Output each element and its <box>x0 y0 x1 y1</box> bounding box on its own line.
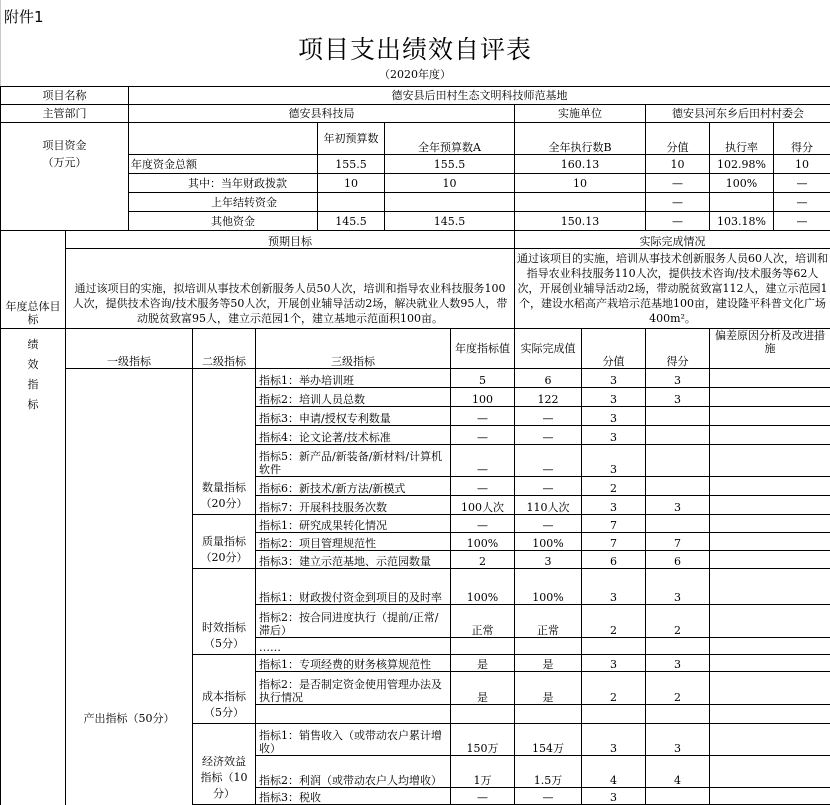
indicator-value[interactable]: 2 <box>582 477 646 496</box>
indicator-value[interactable]: 2 <box>582 605 646 638</box>
impl-unit-label: 实施单位 <box>515 105 646 123</box>
funds-cell[interactable]: — <box>774 193 830 212</box>
indicator-value[interactable]: 3 <box>582 426 646 445</box>
level2-group-label: 成本指标（5分） <box>193 655 256 724</box>
level2-group-label: 时效指标（5分） <box>193 569 256 655</box>
indicator-name[interactable]: 指标1：专项经费的财务核算规范性 <box>256 655 451 672</box>
indicator-value[interactable]: 3 <box>582 496 646 515</box>
indicator-name[interactable]: 指标3：税收 <box>256 788 451 805</box>
annex-label: 附件1 <box>4 6 44 27</box>
indicator-name[interactable]: 指标1：财政拨付资金到项目的及时率 <box>256 569 451 605</box>
indicator-target[interactable]: — <box>451 477 515 496</box>
level2-group-label: 经济效益指标（10分） <box>193 724 256 805</box>
actual-result-text[interactable]: 通过该项目的实施，培训从事技术创新服务人员60人次，培训和指导农业科技服务110人次，提供技术咨询/技术服务等62人次，开展创业辅导活动2场，带动脱贫致富112人，建立示范园1个，建设水稻高产栽培示范基地100亩，建设隆平科普文化广场400m²。 <box>515 249 830 329</box>
indicator-name[interactable]: 指标2：按合同进度执行（提前/正常/滞后） <box>256 605 451 638</box>
indicator-value[interactable] <box>582 705 646 724</box>
project-name-label: 项目名称 <box>1 87 129 105</box>
indicator-target[interactable]: — <box>451 407 515 426</box>
indicator-reason[interactable] <box>710 756 830 788</box>
indicator-score[interactable] <box>646 445 710 477</box>
indicator-score[interactable]: 3 <box>646 496 710 515</box>
indicator-reason[interactable] <box>710 426 830 445</box>
funds-cell[interactable] <box>385 193 515 212</box>
indicator-actual[interactable]: 154万 <box>515 724 582 756</box>
indicator-value[interactable]: 7 <box>582 533 646 551</box>
perf-side-char: 标 <box>3 395 63 415</box>
level2-group-label: 质量指标（20分） <box>193 515 256 569</box>
perf-header-level3: 三级指标 <box>256 329 451 369</box>
funds-row-label: 其中：当年财政拨款 <box>129 174 318 193</box>
funds-cell[interactable]: — <box>646 212 710 231</box>
perf-header-reason: 偏差原因分析及改进措施 <box>710 329 830 369</box>
funds-unit: （万元） <box>3 156 126 169</box>
indicator-reason[interactable] <box>710 724 830 756</box>
indicator-actual[interactable]: 是 <box>515 672 582 705</box>
indicator-target[interactable] <box>451 638 515 655</box>
indicator-name[interactable]: 指标6：新技术/新方法/新模式 <box>256 477 451 496</box>
perf-header-actual: 实际完成值 <box>515 329 582 369</box>
funds-cell[interactable]: 100% <box>710 174 774 193</box>
indicator-target[interactable]: — <box>451 788 515 805</box>
indicator-target[interactable]: 100% <box>451 533 515 551</box>
indicator-value[interactable]: 3 <box>582 445 646 477</box>
indicator-name[interactable]: 指标2：是否制定资金使用管理办法及执行情况 <box>256 672 451 705</box>
page-title: 项目支出绩效自评表 <box>0 30 830 66</box>
indicator-actual[interactable]: 3 <box>515 551 582 569</box>
header-annual-budget: 全年预算数A <box>385 123 515 155</box>
year-label: （2020年度） <box>0 66 830 82</box>
indicator-reason[interactable] <box>710 705 830 724</box>
header-score-value: 分值 <box>646 123 710 155</box>
indicator-value[interactable]: 3 <box>582 788 646 805</box>
indicator-value[interactable]: 3 <box>582 569 646 605</box>
funds-cell[interactable]: 102.98% <box>710 155 774 174</box>
indicator-value[interactable] <box>582 638 646 655</box>
indicator-target[interactable]: — <box>451 445 515 477</box>
indicator-name[interactable]: 指标2：项目管理规范性 <box>256 533 451 551</box>
indicator-score[interactable]: 2 <box>646 672 710 705</box>
indicator-reason[interactable] <box>710 407 830 426</box>
indicator-actual[interactable]: 6 <box>515 369 582 388</box>
perf-header-level2: 二级指标 <box>193 329 256 369</box>
funds-cell[interactable]: 155.5 <box>318 155 385 174</box>
funds-cell[interactable]: 160.13 <box>515 155 646 174</box>
indicator-name[interactable]: …… <box>256 638 451 655</box>
dept-label: 主管部门 <box>1 105 129 123</box>
indicator-name[interactable]: 指标3：申请/授权专利数量 <box>256 407 451 426</box>
indicator-actual[interactable]: 100% <box>515 569 582 605</box>
indicator-target[interactable] <box>451 705 515 724</box>
indicator-actual[interactable]: 122 <box>515 388 582 407</box>
header-annual-exec: 全年执行数B <box>515 123 646 155</box>
funds-cell[interactable]: 145.5 <box>318 212 385 231</box>
indicator-value[interactable]: 3 <box>582 407 646 426</box>
indicator-value[interactable]: 7 <box>582 515 646 533</box>
indicator-name[interactable]: 指标4：论文论著/技术标准 <box>256 426 451 445</box>
funds-row-label: 其他资金 <box>129 212 318 231</box>
indicator-target[interactable]: 1万 <box>451 756 515 788</box>
indicator-target[interactable]: 5 <box>451 369 515 388</box>
indicator-score[interactable] <box>646 788 710 805</box>
perf-header-score: 得分 <box>646 329 710 369</box>
funds-cell[interactable]: — <box>774 212 830 231</box>
funds-cell[interactable] <box>515 193 646 212</box>
perf-header-value: 分值 <box>582 329 646 369</box>
header-exec-rate: 执行率 <box>710 123 774 155</box>
indicator-score[interactable] <box>646 515 710 533</box>
indicator-reason[interactable] <box>710 672 830 705</box>
indicator-target[interactable]: 是 <box>451 655 515 672</box>
funds-cell[interactable]: 10 <box>318 174 385 193</box>
indicator-name[interactable]: 指标5：新产品/新装备/新材料/计算机软件 <box>256 445 451 477</box>
indicator-reason[interactable] <box>710 569 830 605</box>
indicator-name[interactable]: 指标1：举办培训班 <box>256 369 451 388</box>
indicator-target[interactable]: — <box>451 426 515 445</box>
indicator-value[interactable]: 4 <box>582 756 646 788</box>
indicator-score[interactable] <box>646 426 710 445</box>
indicator-score[interactable] <box>646 477 710 496</box>
funds-header-blank <box>129 123 318 155</box>
indicator-actual[interactable] <box>515 705 582 724</box>
indicator-name[interactable]: 指标2：利润（或带动农户人均增收） <box>256 756 451 788</box>
indicator-score[interactable]: 3 <box>646 388 710 407</box>
indicator-reason[interactable] <box>710 605 830 638</box>
indicator-value[interactable]: 2 <box>582 672 646 705</box>
indicator-actual[interactable]: — <box>515 426 582 445</box>
indicator-score[interactable]: 3 <box>646 369 710 388</box>
indicator-value[interactable]: 3 <box>582 388 646 407</box>
indicator-score[interactable]: 3 <box>646 724 710 756</box>
indicator-target[interactable]: 是 <box>451 672 515 705</box>
indicator-score[interactable]: 7 <box>646 533 710 551</box>
indicator-actual[interactable]: 100% <box>515 533 582 551</box>
indicator-actual[interactable]: 是 <box>515 655 582 672</box>
indicator-value[interactable]: 3 <box>582 724 646 756</box>
funds-row-label: 上年结转资金 <box>129 193 318 212</box>
project-name-value[interactable]: 德安县后田村生态文明科技师范基地 <box>129 87 830 105</box>
perf-header-target: 年度指标值 <box>451 329 515 369</box>
indicator-name[interactable]: 指标7：开展科技服务次数 <box>256 496 451 515</box>
perf-header-level1: 一级指标 <box>66 329 193 369</box>
indicator-value[interactable]: 6 <box>582 551 646 569</box>
funds-cell[interactable] <box>318 193 385 212</box>
indicator-reason[interactable] <box>710 655 830 672</box>
funds-cell[interactable]: 150.13 <box>515 212 646 231</box>
indicator-name[interactable]: 指标1：销售收入（或带动农户累计增收） <box>256 724 451 756</box>
indicator-target[interactable]: 100人次 <box>451 496 515 515</box>
indicator-actual[interactable]: — <box>515 515 582 533</box>
dept-value[interactable]: 德安县科技局 <box>129 105 515 123</box>
indicator-actual[interactable]: — <box>515 445 582 477</box>
indicator-score[interactable] <box>646 705 710 724</box>
indicator-target[interactable]: — <box>451 515 515 533</box>
indicator-target[interactable]: 150万 <box>451 724 515 756</box>
funds-cell[interactable]: 155.5 <box>385 155 515 174</box>
indicator-target[interactable]: 100% <box>451 569 515 605</box>
indicator-actual[interactable]: — <box>515 788 582 805</box>
indicator-score[interactable]: 4 <box>646 756 710 788</box>
indicator-name[interactable]: 指标2：培训人员总数 <box>256 388 451 407</box>
indicator-reason[interactable] <box>710 445 830 477</box>
indicator-reason[interactable] <box>710 477 830 496</box>
level2-group-label: 数量指标（20分） <box>193 369 256 515</box>
funds-cell[interactable]: — <box>646 193 710 212</box>
perf-side-char: 绩 <box>3 335 63 355</box>
perf-side-char: 效 <box>3 355 63 375</box>
indicator-target[interactable]: 100 <box>451 388 515 407</box>
header-score: 得分 <box>774 123 830 155</box>
indicator-value[interactable]: 3 <box>582 655 646 672</box>
funds-cell[interactable]: 10 <box>774 155 830 174</box>
indicator-target[interactable]: 2 <box>451 551 515 569</box>
indicator-score[interactable] <box>646 638 710 655</box>
expected-goal-header: 预期目标 <box>66 231 515 249</box>
indicator-actual[interactable]: 110人次 <box>515 496 582 515</box>
funds-cell[interactable]: — <box>646 174 710 193</box>
funds-label: 项目资金 <box>3 139 126 152</box>
funds-cell[interactable]: 10 <box>646 155 710 174</box>
perf-side-label <box>1 329 66 805</box>
funds-cell[interactable]: 10 <box>515 174 646 193</box>
indicator-score[interactable]: 6 <box>646 551 710 569</box>
level1-output-label: 产出指标（50分） <box>66 369 193 805</box>
funds-cell[interactable]: 103.18% <box>710 212 774 231</box>
indicator-actual[interactable]: — <box>515 407 582 426</box>
expected-goal-text[interactable]: 通过该项目的实施，拟培训从事技术创新服务人员50人次，培训和指导农业科技服务100人次，提供技术咨询/技术服务等50人次，开展创业辅导活动2场，解决就业人数95人，带动脱贫致富95人，建立示范园1个，建立基地示范面积100亩。 <box>66 249 515 329</box>
funds-cell[interactable]: — <box>774 174 830 193</box>
funds-cell[interactable]: 145.5 <box>385 212 515 231</box>
indicator-reason[interactable] <box>710 515 830 533</box>
indicator-reason[interactable] <box>710 533 830 551</box>
indicator-reason[interactable] <box>710 369 830 388</box>
indicator-reason[interactable] <box>710 788 830 805</box>
annual-goal-label: 年度总体目标 <box>1 231 66 329</box>
indicator-actual[interactable]: 1.5万 <box>515 756 582 788</box>
indicator-name[interactable]: 指标1：研究成果转化情况 <box>256 515 451 533</box>
indicator-reason[interactable] <box>710 551 830 569</box>
indicator-target[interactable]: 正常 <box>451 605 515 638</box>
indicator-name[interactable] <box>256 705 451 724</box>
indicator-value[interactable]: 3 <box>582 369 646 388</box>
indicator-actual[interactable]: 正常 <box>515 605 582 638</box>
indicator-score[interactable] <box>646 407 710 426</box>
indicator-reason[interactable] <box>710 638 830 655</box>
funds-label-cell <box>1 123 129 231</box>
indicator-reason[interactable] <box>710 388 830 407</box>
funds-cell[interactable] <box>710 193 774 212</box>
impl-unit-value[interactable]: 德安县河东乡后田村村委会 <box>646 105 830 123</box>
actual-result-header: 实际完成情况 <box>515 231 830 249</box>
indicator-actual[interactable]: — <box>515 477 582 496</box>
indicator-score[interactable]: 3 <box>646 569 710 605</box>
indicator-actual[interactable] <box>515 638 582 655</box>
indicator-reason[interactable] <box>710 496 830 515</box>
indicator-name[interactable]: 指标3：建立示范基地、示范园数量 <box>256 551 451 569</box>
funds-cell[interactable]: 10 <box>385 174 515 193</box>
evaluation-table <box>0 86 830 805</box>
perf-side-char: 指 <box>3 375 63 395</box>
indicator-score[interactable]: 3 <box>646 655 710 672</box>
indicator-score[interactable]: 2 <box>646 605 710 638</box>
funds-row-label: 年度资金总额 <box>129 155 318 174</box>
header-initial-budget: 年初预算数 <box>318 123 385 155</box>
